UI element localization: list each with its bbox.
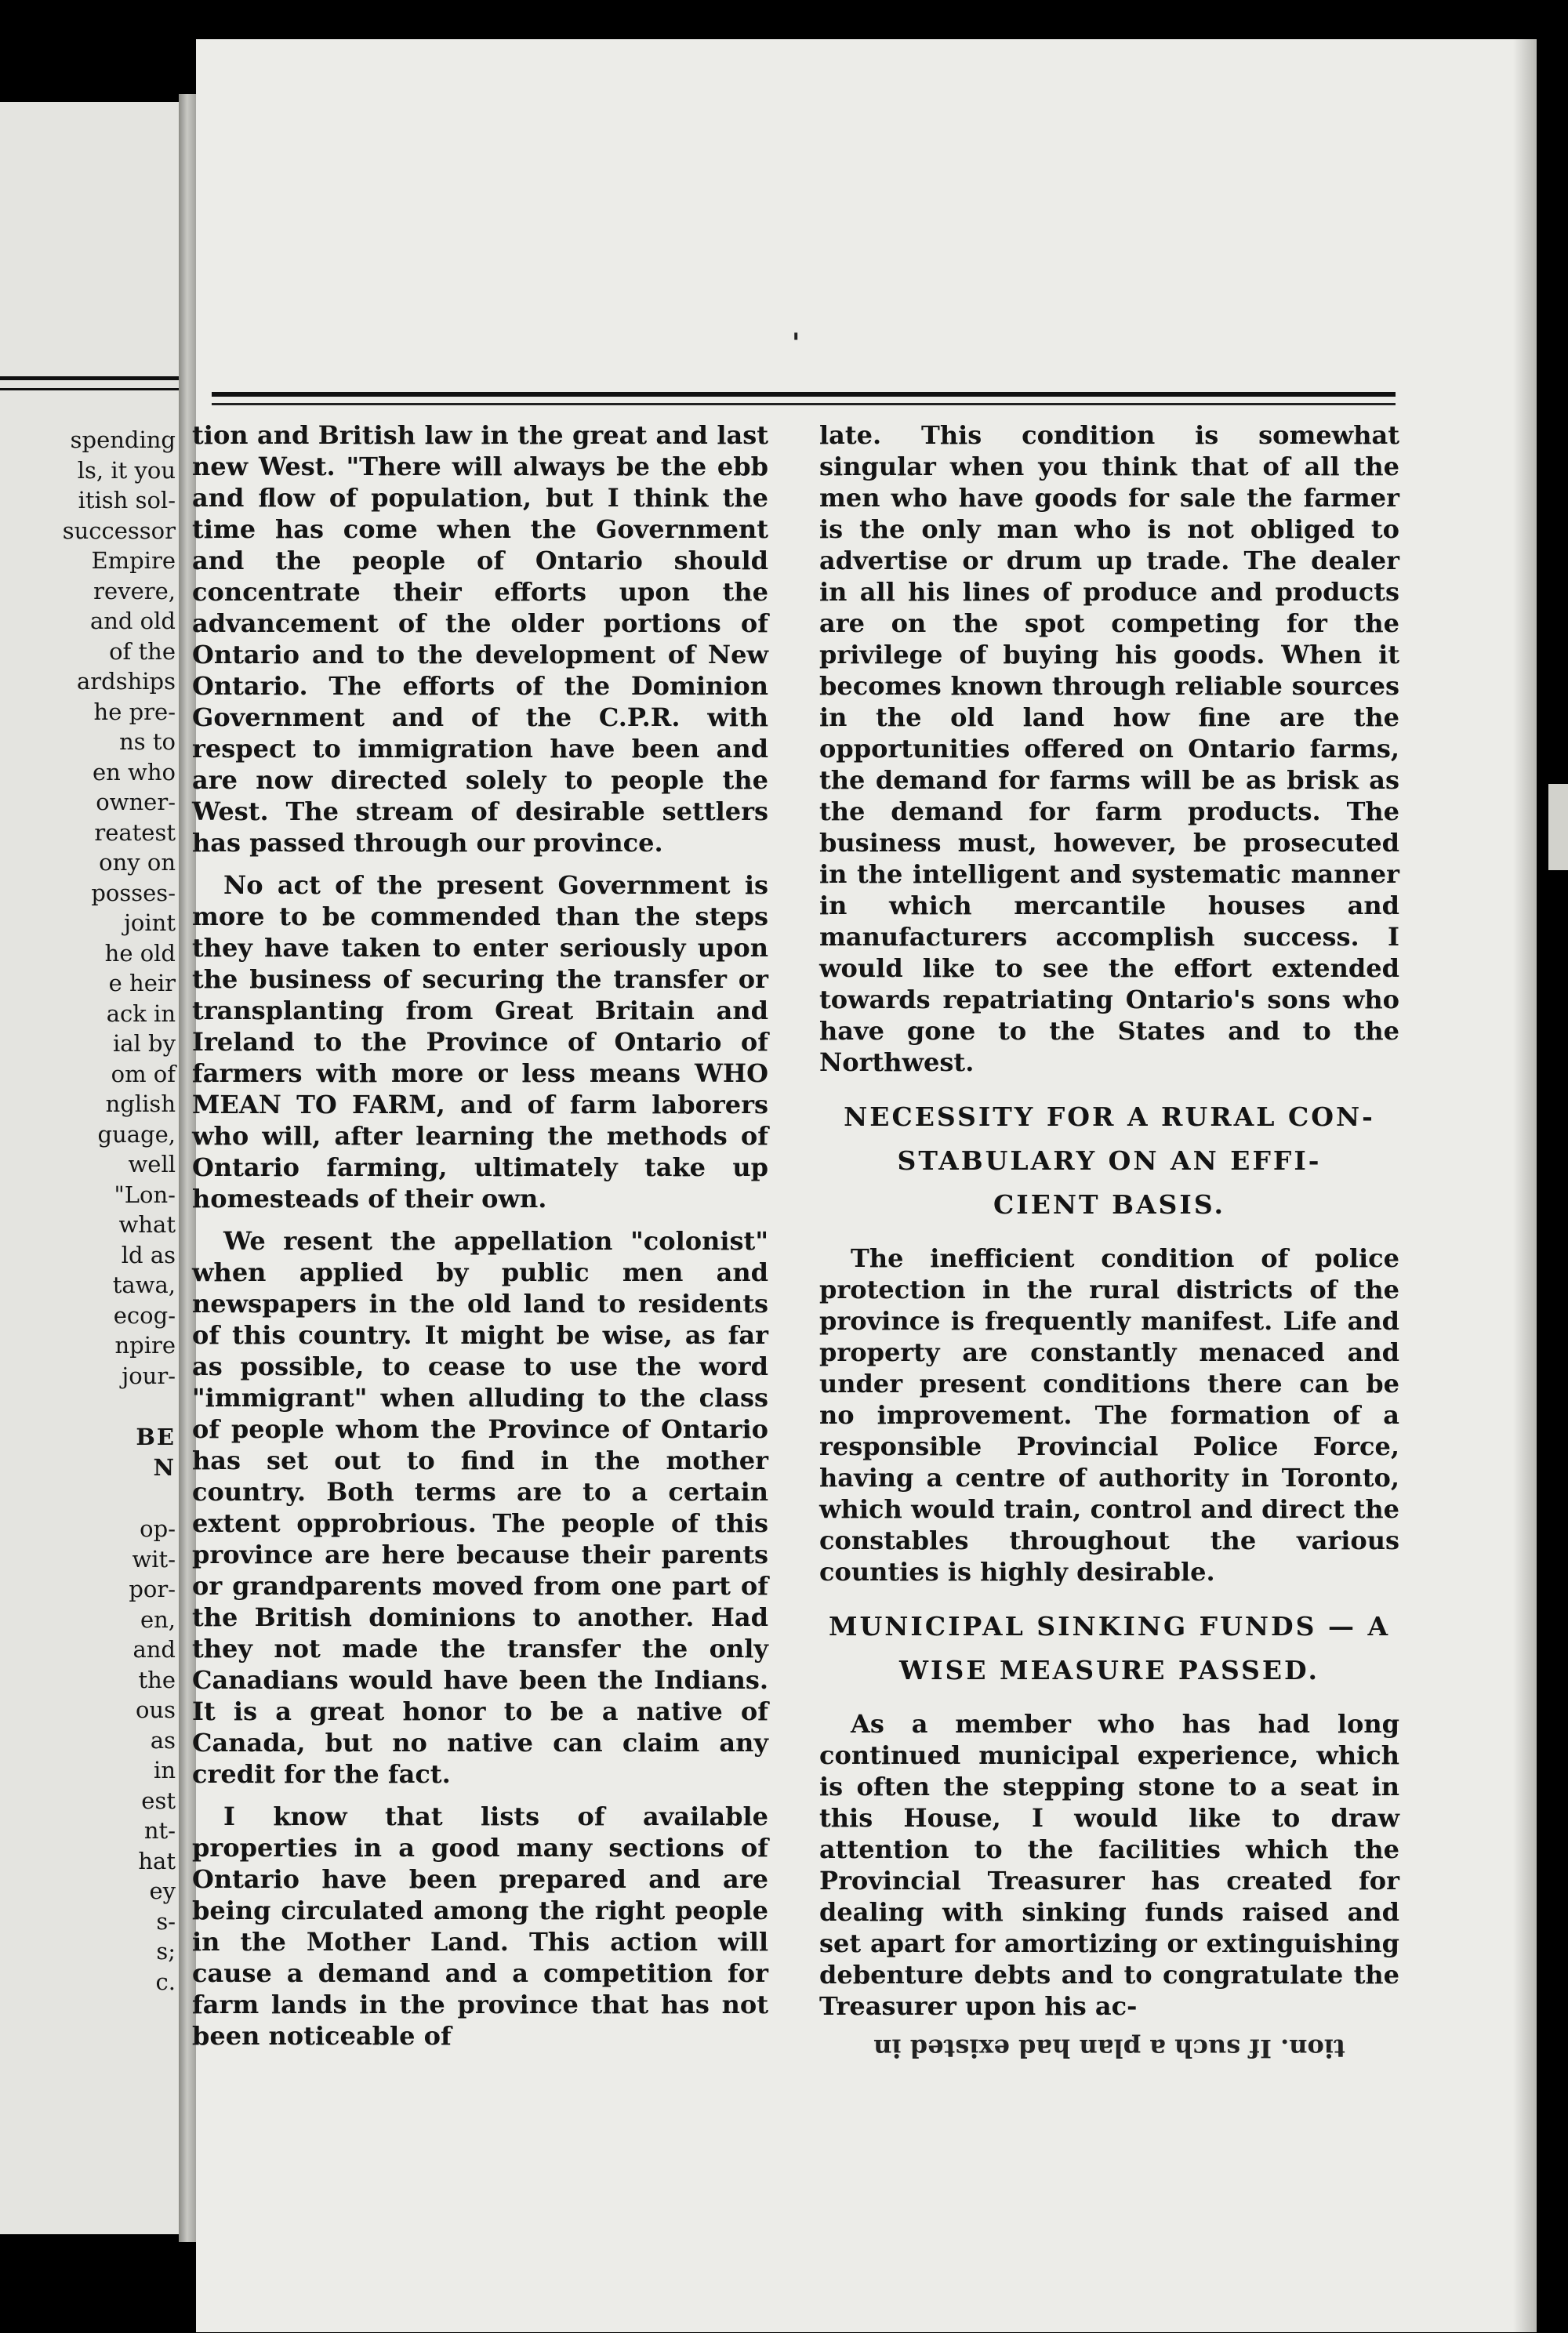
heading-line: STABULARY ON AN EFFI- <box>897 1145 1322 1176</box>
facing-page-text-bottom <box>3 1514 176 1997</box>
facing-page-heading-1: BE <box>136 1424 176 1450</box>
paragraph-available-properties: I know that lists of available properties in a good many sections of Ontario have been prepared and are being circulated among the right people in the Mother Land. This action will cause a demand and a competition for farm lands in the province that has not been noticeable of <box>192 1801 768 2051</box>
facing-page-line: ous <box>135 1696 176 1723</box>
spacer <box>3 1391 176 1422</box>
facing-page-line: ns to <box>119 728 176 755</box>
facing-page-line: guage, <box>97 1120 176 1148</box>
facing-page-column <box>3 425 176 1997</box>
facing-page-line: est <box>141 1787 176 1814</box>
facing-page-line: in <box>154 1757 176 1783</box>
facing-page-line: ey <box>149 1878 176 1904</box>
facing-page-line: nt- <box>143 1817 176 1844</box>
page-edge-tab <box>1548 784 1568 870</box>
facing-page-line: and <box>132 1636 176 1663</box>
facing-page-line: ony on <box>99 849 176 876</box>
facing-page-line: joint <box>123 909 176 936</box>
facing-page-line: "Lon- <box>114 1181 176 1208</box>
facing-page-line: he pre- <box>93 698 176 725</box>
facing-page-line: e heir <box>108 970 176 996</box>
facing-page-line: npire <box>114 1332 176 1359</box>
header-rule <box>212 392 1396 405</box>
paragraph-colonist: We resent the appellation "colonist" when applied by public men and newspapers in the old land to residents of this country. It might be wise, as far as possible, to cease to use the word "immigrant" when alluding to the class of people whom the Province of Ontario has set out to find in the mother country. Both terms are to a certain extent opprobrious. The people of this province are here because their parents or grandparents moved from one part of the British dominions to another. Had they not made the transfer the only Canadians would have been the Indians. It is a great honor to be a native of Canada, but no native can claim any credit for the fact. <box>192 1226 768 1789</box>
facing-page-line: en, <box>140 1606 176 1633</box>
facing-page-line: ls, it you <box>77 456 176 484</box>
heading-sinking-funds <box>819 1605 1399 1693</box>
facing-page-line: wit- <box>132 1545 176 1573</box>
heading-line: NECESSITY FOR A RURAL CON- <box>844 1101 1375 1132</box>
heading-line: MUNICIPAL SINKING FUNDS — A <box>828 1611 1391 1642</box>
facing-page-line: jour- <box>122 1362 176 1389</box>
facing-page-line: tawa, <box>112 1272 176 1298</box>
facing-page-line: ecog- <box>113 1301 176 1329</box>
heading-line: WISE MEASURE PASSED. <box>899 1655 1319 1685</box>
facing-page-line: itish sol- <box>78 487 176 513</box>
heading-line: CIENT BASIS. <box>993 1189 1225 1220</box>
facing-page-line: well <box>128 1151 176 1177</box>
column-right <box>819 419 1399 2064</box>
facing-page-line: c. <box>155 1968 176 1995</box>
column-left <box>192 419 768 2063</box>
heading-rural-constabulary <box>819 1095 1399 1227</box>
facing-page-line: spending <box>70 426 176 453</box>
facing-page-text-top <box>3 425 176 1391</box>
facing-page-heading-2: N <box>153 1453 176 1481</box>
facing-page-line: he old <box>104 939 176 967</box>
facing-page-line: as <box>150 1726 176 1754</box>
facing-page-line: ardships <box>77 668 176 695</box>
facing-page-line: successor <box>62 517 176 544</box>
facing-page-line: por- <box>129 1576 176 1602</box>
facing-page-line: of the <box>109 637 176 665</box>
facing-page-line: op- <box>140 1515 176 1542</box>
facing-page <box>0 102 180 2234</box>
facing-page-line: om of <box>111 1060 176 1087</box>
facing-page-line: ial by <box>112 1030 176 1057</box>
facing-page-line: s; <box>156 1938 176 1965</box>
facing-page-line: Empire <box>91 547 176 574</box>
facing-page-line: nglish <box>105 1090 176 1117</box>
facing-page-line: reatest <box>94 818 176 846</box>
facing-page-line: the <box>138 1666 176 1693</box>
inverted-last-line: tion. If such a plan had existed in <box>873 2034 1345 2063</box>
facing-page-line: revere, <box>93 577 176 604</box>
facing-page-line: and old <box>89 608 176 634</box>
facing-page-line: ack in <box>106 1000 176 1027</box>
folio-mark: ' <box>792 328 800 359</box>
facing-page-line: owner- <box>96 789 176 815</box>
left-page-rule <box>0 376 180 390</box>
spacer <box>3 1482 176 1514</box>
paragraph-farm-demand: late. This condition is somewhat singular when you think that of all the men who have goods for sale the farmer is the only man who is not obliged to advertise or drum up trade. The dealer in all his lines of produce and products are on the spot competing for the privilege of buying his goods. When it becomes known through reliable sources in the old land how fine are the opportunities offered on Ontario farms, the demand for farms will be as brisk as the demand for farm products. The business must, however, be prosecuted in the intelligent and systematic manner in which mercantile houses and manufacturers accomplish success. I would like to see the effort extended towards repatriating Ontario's sons who have gone to the States and to the Northwest. <box>819 420 1399 1077</box>
paragraph-british-law: tion and British law in the great and last new West. "There will always be the ebb and flow of population, but I think the time has come when the Government and the people of Ontario should concentrate their efforts upon the advancement of the older portions of Ontario and to the development of New Ontario. The efforts of the Dominion Government and of the C.P.R. with respect to immigration have been and are now directed solely to people the West. The stream of desirable settlers has passed through our province. <box>192 420 768 858</box>
facing-page-line: what <box>118 1211 176 1238</box>
paragraph-police-protection: The inefficient condition of police protection in the rural districts of the province is frequently manifest. Life and property are constantly menaced and under present conditions there can be no improvement. The formation of a responsible Provincial Police Force, having a centre of authority in Toronto, which would train, control and direct the constables throughout the various counties is highly desirable. <box>819 1243 1399 1587</box>
paragraph-government-steps: No act of the present Government is more to be commended than the steps they have taken to enter seriously upon the business of securing the transfer or transplanting from Great Britain and Ireland to the Province of Ontario of farmers with more or less means WHO MEAN TO FARM, and of farm laborers who will, after learning the methods of Ontario farming, ultimately take up homesteads of their own. <box>192 870 768 1214</box>
facing-page-line: ld as <box>121 1241 176 1268</box>
paragraph-sinking-funds: As a member who has had long continued municipal experience, which is often the stepping stone to a seat in this House, I would like to draw attention to the facilities which the Provincial Treasurer has created for dealing with sinking funds raised and set apart for amortizing or extinguishing debenture debts and to congratulate the Treasurer upon his ac- <box>819 1709 1399 2021</box>
facing-page-line: en who <box>92 758 176 786</box>
facing-page-line: s- <box>156 1907 176 1935</box>
facing-page-line: hat <box>138 1847 176 1874</box>
facing-page-line: posses- <box>91 879 176 906</box>
